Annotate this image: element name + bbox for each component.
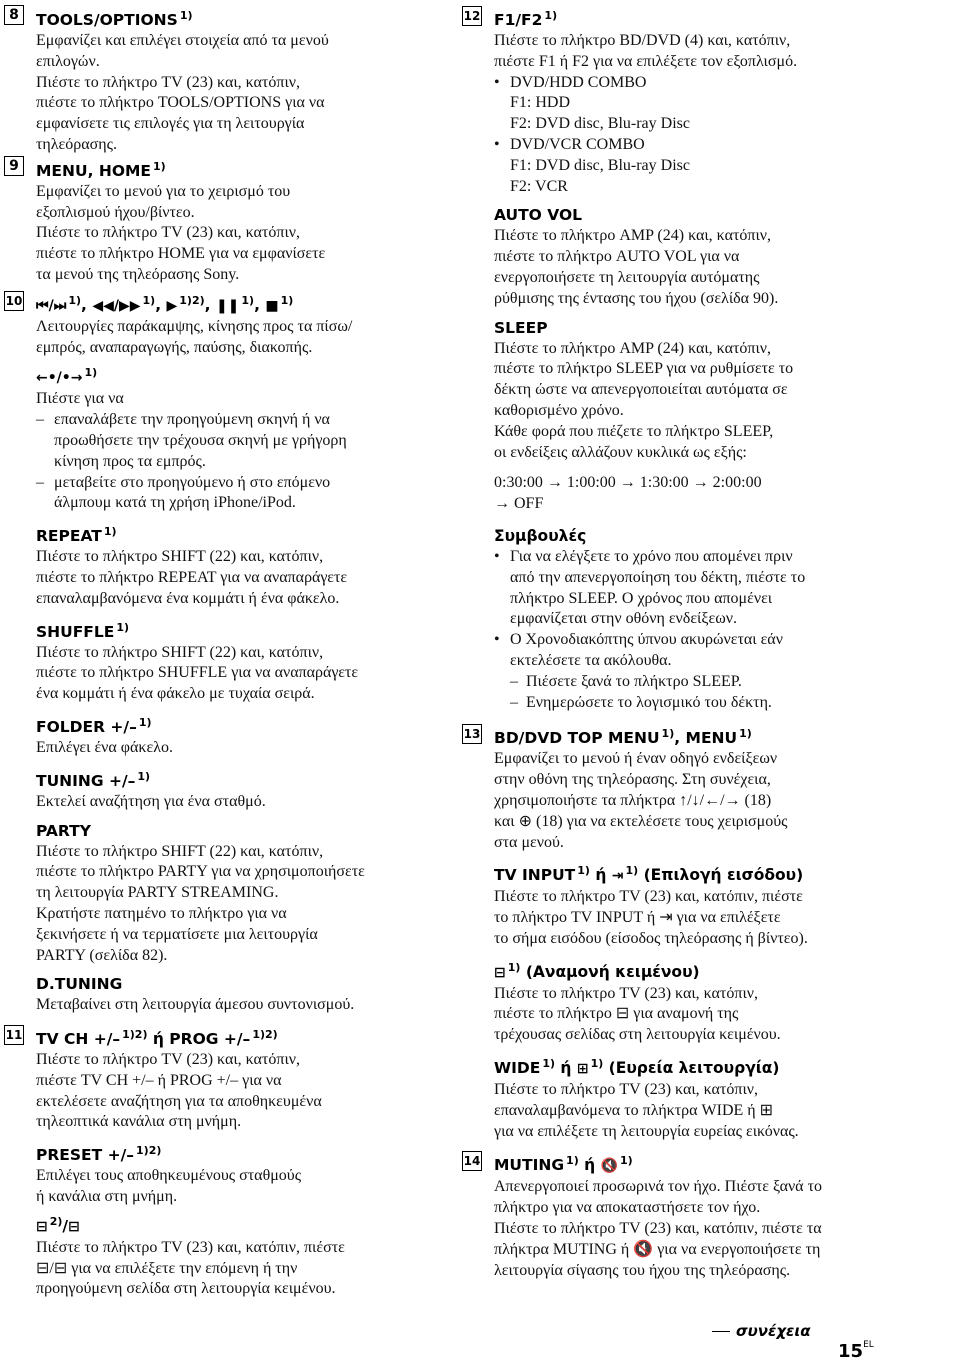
tip-2b: – Ενημερώσετε το λογισμικό του δέκτη. [494,693,960,714]
shuffle-body [36,643,470,705]
text-line: πιέστε το πλήκτρο SHUFFLE για να αναπαράγετε [36,664,359,682]
sleep-title: SLEEP [494,318,548,337]
bullet-combo-2 [494,135,960,197]
replay-advance-icon: ←•/•→ [36,370,83,387]
section-8 [0,5,470,156]
section-number: 9 [4,156,24,176]
text-line: και ⊕ (18) για να εκτελέσετε τους χειρισμούς [494,812,788,830]
sleep-sequence: 0:30:00 → 1:00:00 → 1:30:00 → 2:00:00 [494,474,762,492]
text-line: Πιέστε το πλήκτρο AMP (24) και, κατόπιν, [494,339,772,357]
text-line: ή κανάλια στη μνήμη. [36,1188,178,1206]
text-line: πλήκτρο για να αποκαταστήσετε τον ήχο. [494,1199,761,1217]
text-line: τηλεοπτικά κανάλια στη μνήμη. [36,1113,242,1131]
text-line: εξοπλισμού ήχου/βίντεο. [36,203,195,221]
text-line: ρύθμισης της έντασης του ήχου (σελίδα 90). [494,289,779,307]
text-line: Πιέστε το πλήκτρο BD/DVD (4) και, κατόπιν, [494,32,791,49]
section-body [36,31,470,156]
text-line: πλήκτρα MUTING ή 🔇 για να ενεργοποιήσετε τη [494,1240,821,1258]
section-13 [462,723,960,1142]
text-line: πιέστε το πλήκτρο TOOLS/OPTIONS για να [36,94,325,112]
text-line: οι ενδείξεις αλλάζουν κυκλικά ως εξής: [494,443,747,461]
text-line: Κάθε φορά που πιέζετε το πλήκτρο SLEEP, [494,422,774,440]
text-line: Πιέστε το πλήκτρο SHIFT (22) και, κατόπιν, [36,548,324,566]
text-line: Μεταβαίνει στη λειτουργία άμεσου συντονισμού. [36,996,355,1014]
section-body [494,749,960,853]
text-line: πιέστε το πλήκτρο ⊟ για αναμονή της [494,1005,739,1023]
text-page-body [36,1238,470,1300]
section-title: F1/F2 $^{1)}$ [494,9,558,29]
section-title: MUTING $^{1)}$ ή 🔇 $^{1)}$ [494,1150,960,1177]
text-line: πιέστε TV CH +/– ή PROG +/– για να [36,1071,282,1089]
section-body [494,31,960,73]
text-line: επιλογών. [36,52,100,70]
text-page-title: ⊟ $^{2)}$/⊟ [36,1211,470,1238]
section-body [494,1177,960,1281]
section-title: TOOLS/OPTIONS $^{1)}$ [36,9,193,29]
text-line: πλήκτρο SLEEP. Ο χρόνος που απομένει [510,589,773,607]
tvinput-body [494,887,960,949]
play-icon: ▶ [166,297,178,314]
text-line: χρησιμοποιήστε τα πλήκτρα ↑/↓/←/→ (18) [494,791,772,809]
text-line: Εκτελεί αναζήτηση για ένα σταθμό. [36,792,266,810]
text-line: Πιέστε το πλήκτρο SHIFT (22) και, κατόπιν, [36,842,324,860]
replay-body [36,389,470,514]
autovol-title: AUTO VOL [494,206,583,225]
text-line: Πιέστε το πλήκτρο TV (23) και, κατόπιν, [36,224,300,242]
section-title: TV CH +/– $^{1)2)}$ ή PROG +/– $^{1)2)}$ [36,1028,278,1049]
text-line: εμφανίζεται στην οθόνη ενδείξεων. [510,610,737,628]
tuning-body [36,792,470,813]
text-line: ξεκινήσετε ή να τερματίσετε μια λειτουργία [36,925,318,943]
repeat-body [36,547,470,609]
text-hold-icon: ⊟ [494,964,506,981]
wide-title: WIDE $^{1)}$ ή ⊞ $^{1)}$ (Ευρεία λειτουργία) [494,1053,960,1080]
text-line: F1: DVD disc, Blu-ray Disc [510,156,690,174]
section-number: 14 [462,1151,482,1171]
mute-icon: 🔇 [600,1158,618,1175]
section-14 [462,1150,960,1281]
text-line: ένα κομμάτι ή ένα φάκελο με τυχαία σειρά. [36,685,315,703]
tvinput-title: TV INPUT $^{1)}$ ή ⇥ $^{1)}$ (Επιλογή εισόδου) [494,860,960,887]
rewind-forward-icon: ◀◀/▶▶ [92,297,141,314]
section-10 [0,290,470,1016]
text-line: Επιλέγει ένα φάκελο. [36,738,173,756]
text-line: ενεργοποιήσετε τη λειτουργία αυτόματης [494,268,760,286]
text-line: επαναλαμβανόμενα ένα κομμάτι ή ένα φάκελο. [36,589,340,607]
folder-body [36,738,470,759]
dtuning-title: D.TUNING [36,975,123,994]
text-line: πιέστε F1 ή F2 για να επιλέξετε τον εξοπλισμό. [494,52,798,70]
text-line: • Ο Χρονοδιακόπτης ύπνου ακυρώνεται εάν [494,630,960,651]
folder-title: FOLDER +/– $^{1)}$ [36,715,152,736]
text-line: επαναλαμβανόμενα το πλήκτρα WIDE ή ⊞ [494,1101,774,1119]
party-title: PARTY [36,821,91,840]
text-line: το πλήκτρο TV INPUT ή ⇥ για να επιλέξετε [494,909,781,927]
text-line: στα μενού. [494,833,564,851]
text-line: PARTY (σελίδα 82). [36,946,168,964]
pause-icon: ❚❚ [215,297,240,314]
dash-line: προωθήσετε την τρέχουσα σκηνή με γρήγορη [54,431,347,449]
tuning-title: TUNING +/– $^{1)}$ [36,769,151,790]
wide-body [494,1080,960,1142]
text-line: F2: DVD disc, Blu-ray Disc [510,115,690,133]
text-line: πιέστε το πλήκτρο HOME για να εμφανίσετε [36,245,326,263]
dash-line: – μεταβείτε στο προηγούμενο ή στο επόμενο [36,473,470,494]
text-line: Πιέστε το πλήκτρο AMP (24) και, κατόπιν, [494,227,772,245]
continued-label: συνέχεια [736,1322,811,1340]
section-body [36,1050,470,1133]
text-line: το σήμα εισόδου (είσοδος τηλεόρασης ή βίντεο). [494,929,808,947]
section-title: BD/DVD TOP MENU $^{1)}$, MENU $^{1)}$ [494,727,752,748]
text-line: Πιέστε το πλήκτρο TV (23) και, κατόπιν, [36,73,300,91]
section-9 [0,156,470,286]
text-line: • Για να ελέγξετε το χρόνο που απομένει πριν [494,547,960,568]
text-line: εκτελέσετε τα ακόλουθα. [510,651,672,669]
left-column [0,5,470,1300]
section-title: MENU, HOME $^{1)}$ [36,159,166,180]
text-line: λειτουργία σίγασης του ήχου της τηλεόρασης. [494,1261,791,1279]
text-line: Εμφανίζει το μενού ή έναν οδηγό ενδείξεων [494,750,778,768]
text-line: καθορισμένο χρόνο. [494,401,624,419]
text-line: πιέστε το πλήκτρο SLEEP για να ρυθμίσετε το [494,360,794,378]
input-select-icon: ⇥ [611,868,624,885]
text-line: Πιέστε το πλήκτρο TV (23) και, κατόπιν, πιέστε [36,1238,345,1256]
preset-body [36,1166,470,1208]
tip-2a: – Πιέσετε ξανά το πλήκτρο SLEEP. [494,672,960,693]
text-line: Πιέστε το πλήκτρο TV (23) και, κατόπιν, [494,1081,758,1099]
text-line: F2: VCR [510,177,568,195]
dash-line: – επαναλάβετε την προηγούμενη σκηνή ή να [36,410,470,431]
text-line: Απενεργοποιεί προσωρινά τον ήχο. Πιέστε ξανά το [494,1178,822,1196]
dash-line: κίνηση προς τα εμπρός. [54,452,206,470]
text-line: Πιέστε το πλήκτρο TV (23) και, κατόπιν, πιέστε τα [494,1220,822,1238]
text-line: Πιέστε το πλήκτρο SHIFT (22) και, κατόπιν, [36,643,324,661]
sleep-body [494,339,960,464]
bullet-combo-1 [494,73,960,135]
tip-2 [494,630,960,672]
text-line: τρέχουσας σελίδας στη λειτουργία κειμένου. [494,1026,781,1044]
preset-title: PRESET +/– $^{1)2)}$ [36,1144,162,1165]
text-line: F1: HDD [510,94,571,112]
text-line: Πιέστε για να [36,390,124,408]
text-line: τηλεόρασης. [36,135,117,153]
shuffle-title: SHUFFLE $^{1)}$ [36,620,130,641]
party-body [36,842,470,967]
sleep-sequence-off: → OFF [494,495,544,513]
replay-advance-title: ←•/•→ $^{1)}$ [36,362,470,389]
text-line: τη λειτουργία PARTY STREAMING. [36,884,279,902]
tip-1 [494,547,960,630]
text-line: εκτελέσετε αναζήτηση για τα αποθηκευμένα [36,1092,322,1110]
prev-next-icon: ⏮/⏭ [36,297,67,314]
text-line: εμφανίσετε τις επιλογές για τη λειτουργία [36,115,305,133]
text-line: ⊟/⊟ για να επιλέξετε την επόμενη ή την [36,1259,298,1277]
section-number: 8 [4,5,24,25]
text-line: στην οθόνη της τηλεόρασης. Στη συνέχεια, [494,771,771,789]
text-line: πιέστε το πλήκτρο AUTO VOL για να [494,248,740,266]
text-line: εμπρός, αναπαραγωγής, παύσης, διακοπής. [36,338,313,356]
autovol-body [494,226,960,309]
section-11 [0,1024,470,1300]
repeat-title: REPEAT $^{1)}$ [36,525,117,546]
section-body [36,317,470,359]
text-hold-title: ⊟ $^{1)}$ (Αναμονή κειμένου) [494,957,960,984]
section-number: 11 [4,1025,24,1045]
text-line: Πιέστε το πλήκτρο TV (23) και, κατόπιν, πιέστε [494,888,803,906]
tips-title: Συμβουλές [494,526,587,545]
text-line: δέκτη ώστε να απενεργοποιείται αυτόματα σε [494,381,788,399]
text-line: Πιέστε το πλήκτρο TV (23) και, κατόπιν, [494,984,758,1002]
text-line: πιέστε το πλήκτρο PARTY για να χρησιμοποιήσετε [36,863,365,881]
text-line: Εμφανίζει και επιλέγει στοιχεία από τα μενού [36,32,329,49]
text-page-up-icon: ⊟ [36,1218,48,1235]
text-line: Κρατήστε πατημένο το πλήκτρο για να [36,904,287,922]
section-12 [462,5,960,713]
page-number: $15^{EL}$ [838,1340,874,1362]
text-line: Επιλέγει τους αποθηκευμένους σταθμούς [36,1167,302,1185]
text-line: από την απενεργοποίηση του δέκτη, πιέστε το [510,568,806,586]
section-body [36,182,470,286]
text-line: • DVD/VCR COMBO [494,135,960,156]
text-line: τα μενού της τηλεόρασης Sony. [36,265,240,283]
text-line: • DVD/HDD COMBO [494,73,960,94]
text-line: για να επιλέξετε τη λειτουργία ευρείας εικόνας. [494,1122,799,1140]
text-line: Εμφανίζει το μενού για το χειρισμό του [36,182,291,200]
text-line: πιέστε το πλήκτρο REPEAT για να αναπαράγετε [36,568,348,586]
text-line: Πιέστε το πλήκτρο TV (23) και, κατόπιν, [36,1051,300,1069]
section-number: 13 [462,724,482,744]
section-number: 12 [462,6,482,26]
wide-icon: ⊞ [576,1061,589,1078]
text-line: Λειτουργίες παράκαμψης, κίνησης προς τα πίσω/ [36,317,353,335]
stop-icon: ■ [265,297,279,314]
playback-icons-title: ⏮/⏭ $^{1)}$, ◀◀/▶▶ $^{1)}$, ▶ $^{1)2)}$, ❚❚ $^{1)}$, ■ $^{1)}$ [36,290,470,317]
text-line: προηγούμενη σελίδα στη λειτουργία κειμένου. [36,1280,336,1298]
section-number: 10 [4,291,24,311]
right-column [462,5,960,1281]
dtuning-body [36,995,470,1016]
text-page-down-icon: ⊟ [68,1218,80,1235]
dash-line: άλμπουμ κατά τη χρήση iPhone/iPod. [54,494,296,512]
text-hold-body [494,984,960,1046]
